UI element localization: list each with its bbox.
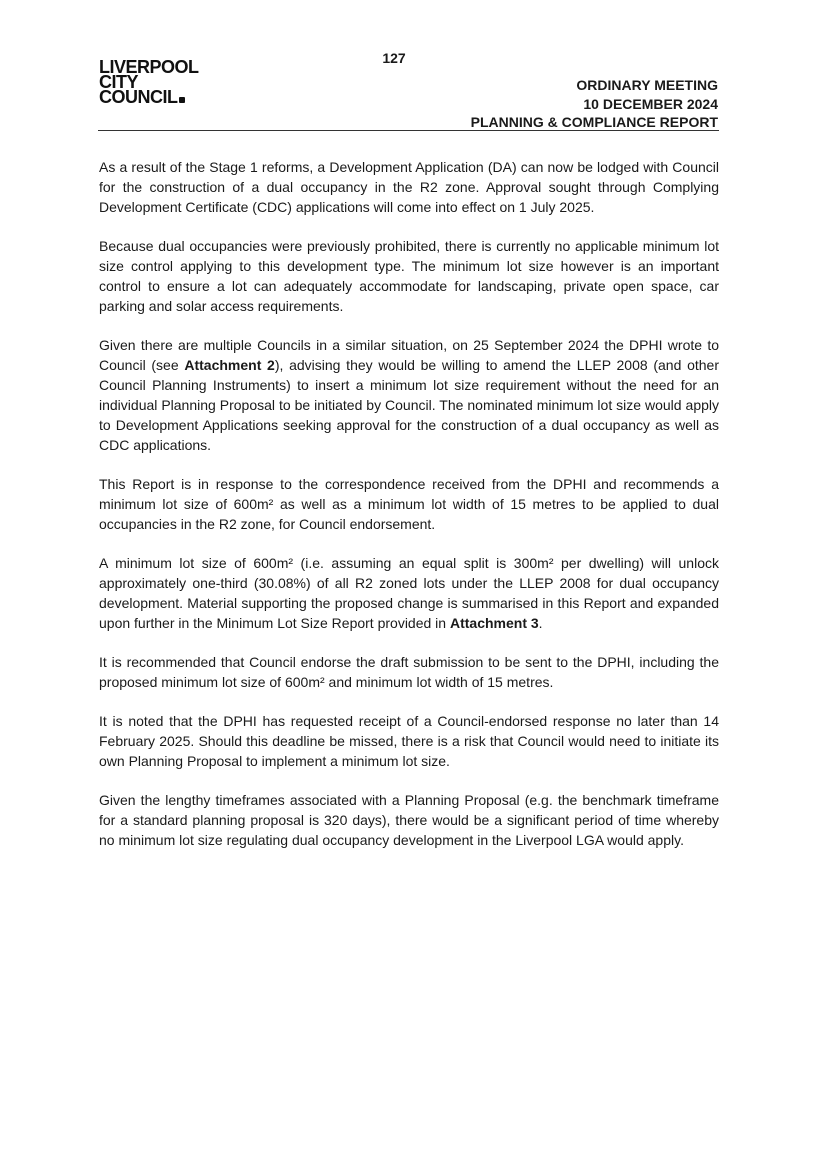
paragraph-endorsement-recommendation: It is recommended that Council endorse the draft submission to be sent to the DPHI, including the proposed minimum lot size of 600m² and minimum lot width of 15 metres. bbox=[99, 654, 719, 690]
page-number: 127 bbox=[382, 50, 406, 66]
paragraph-deadline: It is noted that the DPHI has requested receipt of a Council-endorsed response no later than 14 February 2025. Should this deadline be missed, there is a risk that Council would need to initiate its own Planning Proposal to implement a minimum lot size. bbox=[99, 713, 719, 769]
liverpool-city-council-logo bbox=[99, 57, 199, 107]
paragraph-text: . bbox=[538, 615, 543, 631]
paragraph-minimum-lot-size-control: Because dual occupancies were previously prohibited, there is currently no applicable minimum lot size control applying to this development type. The minimum lot size however is an important control to ensure a lot can adequately accommodate for landscaping, private open space, car parking and solar access requirements. bbox=[99, 238, 719, 314]
paragraph-text: Given there are multiple Councils in a similar situation, on 25 September 2024 the DPHI wrote to Council (see bbox=[99, 337, 719, 373]
logo-line-3-text: COUNCIL bbox=[99, 87, 178, 107]
paragraph-text: A minimum lot size of 600m² (i.e. assuming an equal split is 300m² per dwelling) will unlock approximately one-third (30.08%) of all R2 zoned lots under the LLEP 2008 for dual occupancy development. Material supporting the proposed change is summarised in this Report and expanded upon further in the Minimum Lot Size Report provided in bbox=[99, 555, 719, 631]
report-header bbox=[471, 76, 718, 132]
header-report-name: PLANNING & COMPLIANCE REPORT bbox=[470, 114, 718, 130]
logo-dot-icon bbox=[179, 97, 185, 103]
header-meeting-date: 10 DECEMBER 2024 bbox=[583, 95, 718, 112]
attachment-2-reference: Attachment 2 bbox=[184, 357, 275, 373]
report-body bbox=[99, 157, 719, 869]
header-divider bbox=[98, 130, 719, 131]
paragraph-text: ), advising they would be willing to amend the LLEP 2008 (and other Council Planning Instruments) to insert a minimum lot size requirement without the need for an individual Planning Proposal to be initiated by Council. The nominated minimum lot size would apply to Development Applications seeking approval for the construction of a dual occupancy as well as CDC applications. bbox=[99, 357, 719, 453]
logo-line-1: LIVERPOOL bbox=[99, 57, 199, 77]
paragraph-lot-size-impact bbox=[99, 553, 719, 633]
paragraph-dphi-correspondence bbox=[99, 335, 719, 455]
logo-line-2: CITY bbox=[99, 72, 139, 92]
attachment-3-reference: Attachment 3 bbox=[449, 615, 539, 631]
paragraph-report-recommendation: This Report is in response to the correspondence received from the DPHI and recommends a minimum lot size of 600m² as well as a minimum lot width of 15 metres to be applied to dual occupancies in the R2 zone, for Council endorsement. bbox=[99, 476, 719, 532]
paragraph-stage-1-reforms: As a result of the Stage 1 reforms, a Development Application (DA) can now be lodged with Council for the construction of a dual occupancy in the R2 zone. Approval sought through Complying Development Certificate (CDC) applications will come into effect on 1 July 2025. bbox=[99, 159, 719, 215]
header-meeting-type: ORDINARY MEETING bbox=[576, 77, 718, 93]
paragraph-timeframes: Given the lengthy timeframes associated with a Planning Proposal (e.g. the benchmark timeframe for a standard planning proposal is 320 days), there would be a significant period of time whereby no minimum lot size regulating dual occupancy development in the Liverpool LGA would apply. bbox=[99, 792, 719, 848]
logo-line-3 bbox=[99, 87, 199, 107]
